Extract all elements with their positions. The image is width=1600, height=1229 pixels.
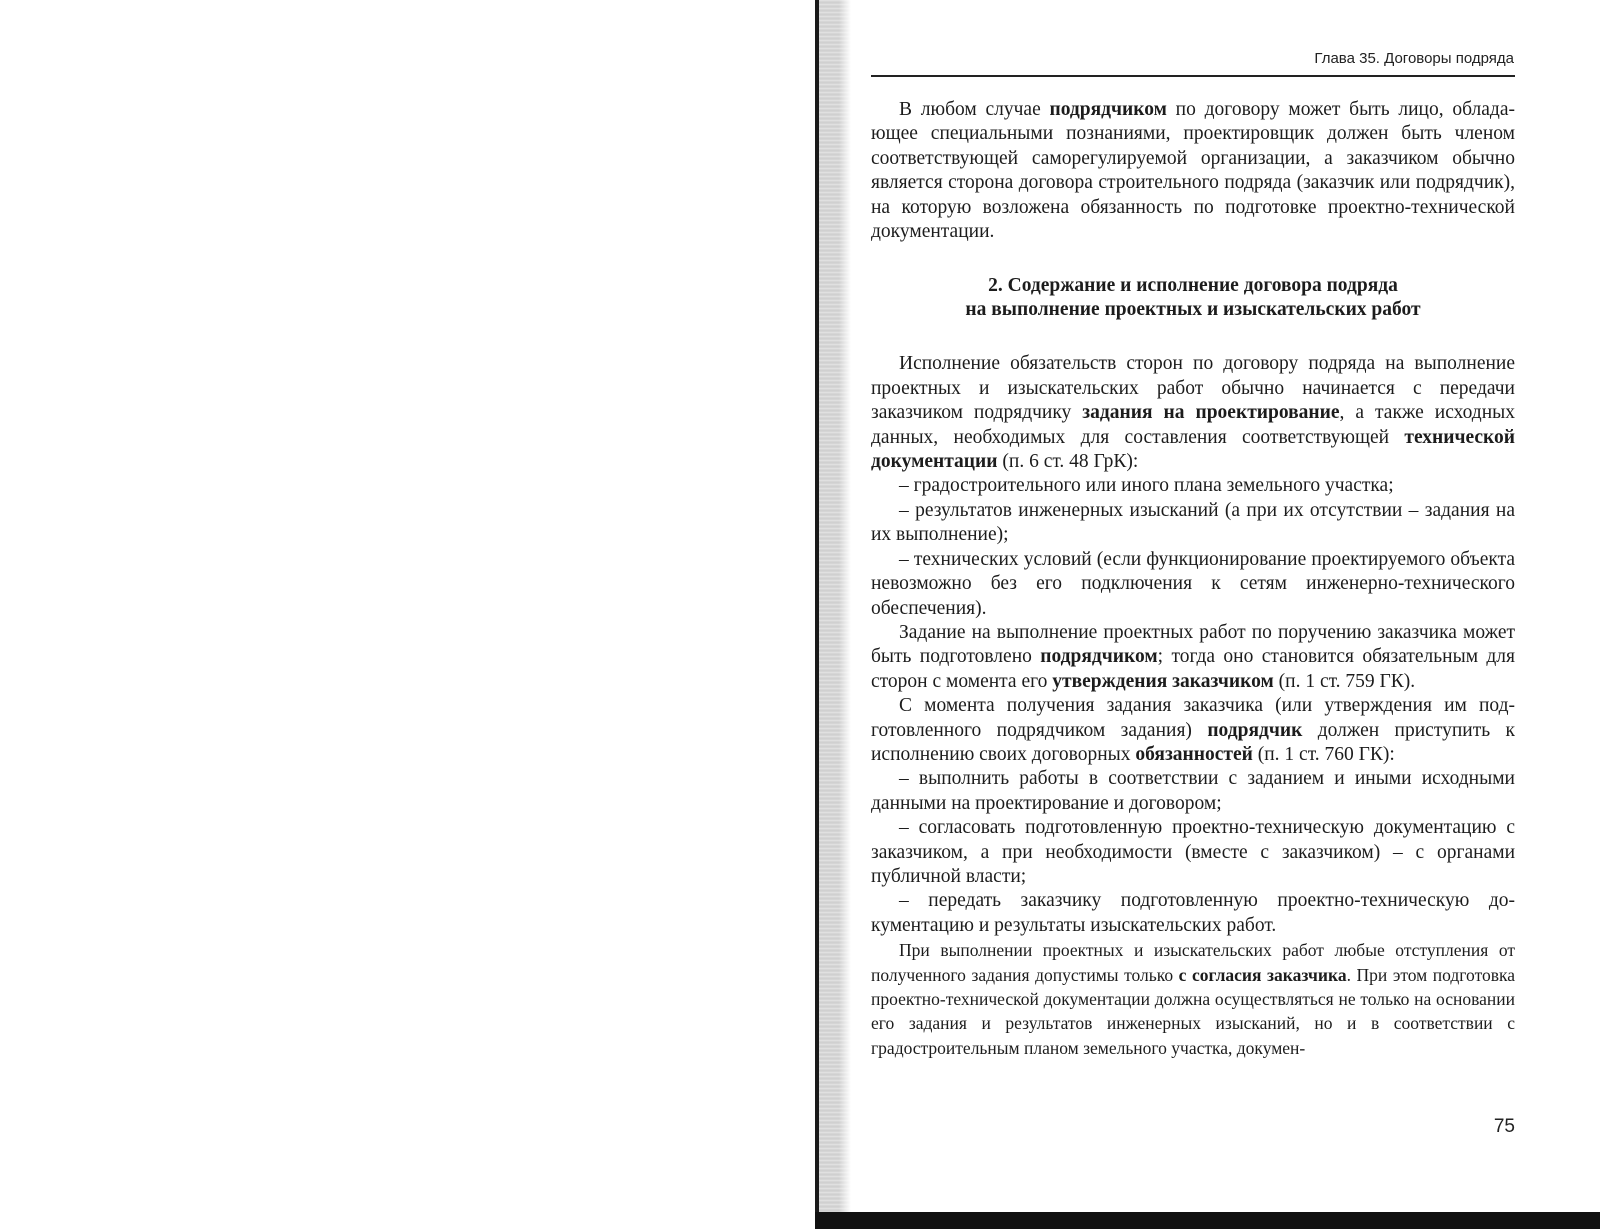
- paragraph: [871, 938, 1515, 1060]
- page-number: 75: [1493, 1116, 1515, 1137]
- text-run: – технических условий (если функционирование проектируемого объекта невозможно без его подключения к сетям инженерно-технического обеспечения).: [871, 548, 1515, 619]
- section-heading-line: 2. Содержание и исполнение договора подряда: [988, 275, 1398, 297]
- bold-term: подрядчик: [1207, 719, 1303, 741]
- text-run: . При этом подготовка проектно-технической документации должна осуществляться не только на основании его задания и результатов инженерных изысканий, но и в соответствии с градостроительным планом земельного участка, докумен-: [871, 964, 1516, 1058]
- running-head-rule: [871, 75, 1515, 77]
- text-run: (п. 1 ст. 759 ГК).: [1273, 670, 1416, 692]
- list-item: [871, 474, 1515, 498]
- paragraph: [871, 352, 1515, 474]
- paragraph: [871, 621, 1515, 694]
- book-binding-shadow: [815, 0, 851, 1229]
- bold-term: утверждения заказчиком: [1052, 670, 1274, 692]
- text-run: ; тогда оно становится обязательным для сторон с момента его: [871, 646, 1516, 692]
- text-run: Исполнение обязательств сторон по договору подряда на выполнение проектных и изыскательских работ обычно начинается с передачи заказчиком подрядчику: [871, 353, 1515, 424]
- text-run: С момента получения задания заказчика (или утверждения им подготовленного подрядчиком задания): [871, 695, 1515, 741]
- paragraph: [871, 98, 1515, 244]
- bold-term: технической документации: [871, 426, 1515, 473]
- bold-term: задания на проектирование: [1082, 402, 1340, 424]
- bold-term: с согласия заказчика: [1178, 964, 1347, 985]
- text-run: – результатов инженерных изысканий (а при их отсутствии – задания на их выполнение);: [871, 499, 1515, 546]
- text-run: При выполнении проектных и изыскательских работ любые отступления от полученного задания допустимы только: [871, 940, 1515, 985]
- page-body: [871, 98, 1515, 1060]
- book-page: [851, 0, 1600, 1212]
- bold-term: подрядчиком: [1040, 646, 1158, 668]
- page-bottom-shadow: [815, 1212, 1600, 1229]
- section-heading: [871, 274, 1515, 322]
- text-run: по договору может быть лицо, обладающее специальными познаниями, проектировщик должен быть членом соответствующей саморегулируемой организации, а заказчиком обычно является сторона договора строительного подряда (заказчик или подрядчик), на которую возложена обязанность по подготовке проектно-технической документации.: [871, 99, 1516, 243]
- text-run: – градостроительного или иного плана земельного участка;: [899, 475, 1394, 497]
- text-run: Задание на выполнение проектных работ по поручению заказчика может быть подготовлено: [871, 621, 1515, 668]
- text-run: , а также исходных данных, необходимых для составления соответствующей: [871, 402, 1516, 448]
- bold-term: подрядчиком: [1049, 99, 1167, 120]
- list-item: [871, 816, 1515, 889]
- list-item: [871, 767, 1515, 816]
- text-run: В любом случае: [899, 99, 1050, 120]
- list-item: [871, 889, 1515, 938]
- list-item: [871, 548, 1515, 621]
- text-run: должен приступить к исполнению своих договорных: [871, 719, 1515, 765]
- list-item: [871, 499, 1515, 548]
- running-head: Глава 35. Договоры подряда: [1314, 50, 1514, 67]
- text-run: – выполнить работы в соответствии с заданием и иными исходными данными на проектирование и договором;: [871, 768, 1515, 814]
- text-run: (п. 1 ст. 760 ГК):: [1252, 743, 1395, 765]
- section-heading-line: на выполнение проектных и изыскательских работ: [965, 299, 1421, 321]
- text-run: (п. 6 ст. 48 ГрК):: [997, 451, 1139, 473]
- bold-term: обязанностей: [1135, 743, 1253, 765]
- text-run: – передать заказчику подготовленную проектно-техническую документацию и результаты изыскательских работ.: [871, 890, 1515, 936]
- paragraph: [871, 694, 1515, 767]
- text-run: – согласовать подготовленную проектно-техническую документацию с заказчиком, а при необходимости (вместе с заказчиком) – с органами публичной власти;: [871, 817, 1515, 887]
